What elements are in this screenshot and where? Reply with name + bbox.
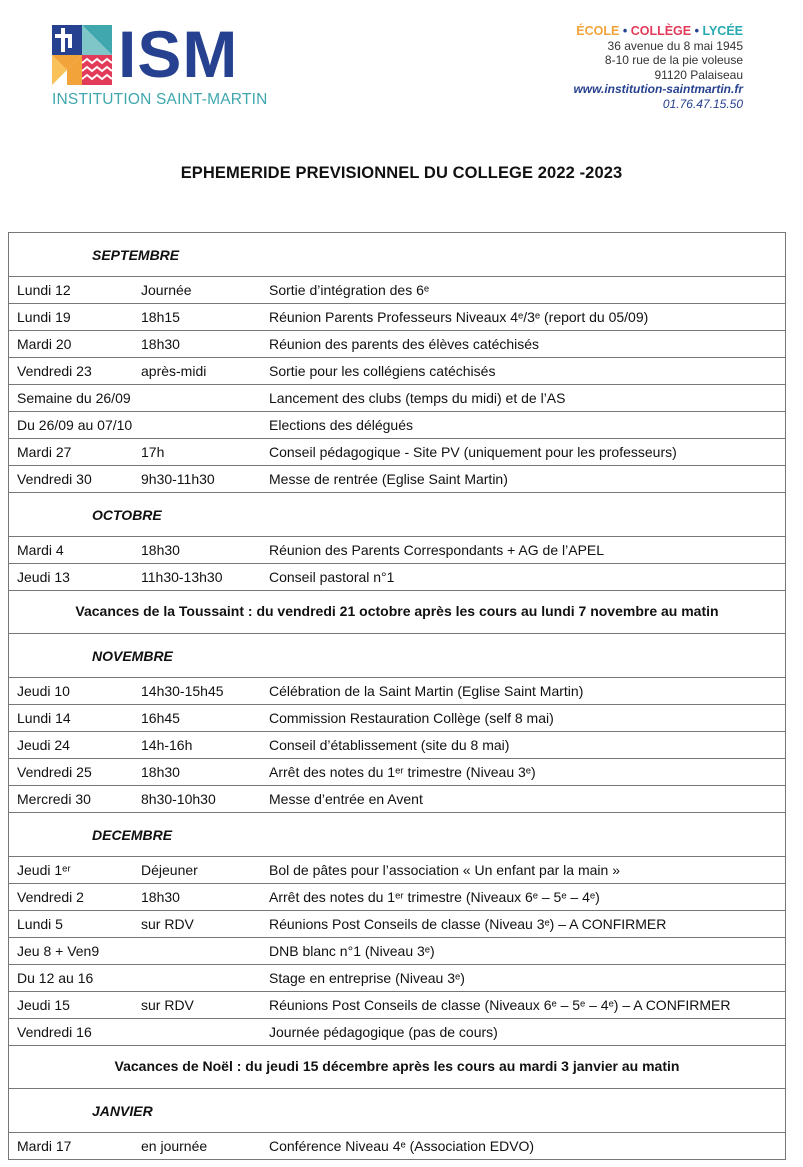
level-lycee: LYCÉE (702, 24, 743, 38)
table-row (9, 992, 785, 1019)
table-row (9, 277, 785, 304)
level-separator: • (622, 24, 628, 38)
logo-wordmark: ISM (118, 17, 239, 91)
month-header-september (9, 233, 785, 277)
row-event: Conseil d’établissement (site du 8 mai) (269, 737, 510, 753)
row-day: Jeudi 24 (17, 737, 70, 753)
row-day: Du 12 au 16 (17, 970, 94, 986)
row-day: Mardi 27 (17, 444, 72, 460)
month-label: JANVIER (92, 1103, 153, 1119)
row-time: 8h30-10h30 (141, 791, 216, 807)
holiday-banner-toussaint (9, 591, 785, 634)
row-event: Conférence Niveau 4ᵉ (Association EDVO) (269, 1138, 535, 1154)
table-row (9, 911, 785, 938)
table-row (9, 678, 785, 705)
row-day: Lundi 12 (17, 282, 71, 298)
row-event: DNB blanc n°1 (Niveau 3ᵉ) (269, 943, 435, 959)
row-time: 18h30 (141, 764, 180, 780)
table-row (9, 385, 785, 412)
holiday-banner-noel (9, 1046, 785, 1089)
table-row (9, 412, 785, 439)
holiday-label: Vacances de Noël : du jeudi 15 décembre après les cours au mardi 3 janvier au matin (114, 1058, 680, 1074)
row-day: Jeudi 15 (17, 997, 70, 1013)
row-event: Sortie pour les collégiens catéchisés (269, 363, 496, 379)
row-event: Messe d’entrée en Avent (269, 791, 423, 807)
row-day: Semaine du 26/09 (17, 390, 131, 406)
row-day: Jeudi 13 (17, 569, 70, 585)
row-event: Célébration de la Saint Martin (Eglise Saint Martin) (269, 683, 584, 699)
row-event: Conseil pastoral n°1 (269, 569, 395, 585)
row-time: 9h30-11h30 (141, 471, 215, 487)
row-time: Déjeuner (141, 862, 198, 878)
table-row (9, 564, 785, 591)
row-event: Stage en entreprise (Niveau 3ᵉ) (269, 970, 465, 986)
table-row (9, 304, 785, 331)
ism-logo (52, 17, 268, 115)
row-day: Mardi 4 (17, 542, 64, 558)
table-row (9, 1019, 785, 1046)
contact-block (573, 24, 743, 111)
row-time: 16h45 (141, 710, 180, 726)
month-header-december (9, 813, 785, 857)
row-event: Conseil pédagogique - Site PV (uniquement pour les professeurs) (269, 444, 677, 460)
table-row (9, 1133, 785, 1159)
row-time: sur RDV (141, 997, 194, 1013)
month-label: SEPTEMBRE (92, 247, 180, 263)
table-row (9, 938, 785, 965)
row-event: Messe de rentrée (Eglise Saint Martin) (269, 471, 508, 487)
row-event: Elections des délégués (269, 417, 413, 433)
row-day: Jeudi 1ᵉʳ (17, 862, 71, 878)
address-line: 36 avenue du 8 mai 1945 (607, 38, 743, 53)
row-event: Commission Restauration Collège (self 8 mai) (269, 710, 554, 726)
row-time: sur RDV (141, 916, 194, 932)
row-event: Journée pédagogique (pas de cours) (269, 1024, 498, 1040)
row-day: Vendredi 16 (17, 1024, 92, 1040)
level-ecole: ÉCOLE (576, 24, 620, 38)
row-event: Réunion Parents Professeurs Niveaux 4ᵉ/3ᵉ (report du 05/09) (269, 309, 649, 325)
row-event: Bol de pâtes pour l’association « Un enfant par la main » (269, 862, 620, 878)
row-day: Vendredi 23 (17, 363, 92, 379)
row-event: Réunion des parents des élèves catéchisés (269, 336, 540, 352)
table-row (9, 884, 785, 911)
level-separator: • (694, 24, 699, 38)
table-row (9, 857, 785, 884)
table-row (9, 786, 785, 813)
row-day: Mardi 20 (17, 336, 72, 352)
row-event: Arrêt des notes du 1ᵉʳ trimestre (Niveau 3ᵉ) (269, 764, 536, 780)
row-day: Lundi 14 (17, 710, 71, 726)
row-event: Lancement des clubs (temps du midi) et de l’AS (269, 390, 566, 406)
row-day: Mercredi 30 (17, 791, 91, 807)
row-day: Vendredi 30 (17, 471, 92, 487)
row-time: 18h30 (141, 336, 180, 352)
table-row (9, 705, 785, 732)
table-row (9, 439, 785, 466)
row-day: Jeudi 10 (17, 683, 70, 699)
logo-subtitle: INSTITUTION SAINT-MARTIN (52, 91, 268, 108)
month-label: DECEMBRE (92, 827, 173, 843)
row-event: Réunions Post Conseils de classe (Niveau 3ᵉ) – A CONFIRMER (269, 916, 667, 932)
row-event: Sortie d’intégration des 6ᵉ (269, 282, 430, 298)
row-time: Journée (141, 282, 192, 298)
row-time: après-midi (141, 363, 207, 379)
table-row (9, 466, 785, 493)
row-time: 11h30-13h30 (141, 569, 223, 585)
table-row (9, 537, 785, 564)
row-time: 18h15 (141, 309, 180, 325)
level-college: COLLÈGE (630, 24, 692, 38)
row-time: en journée (141, 1138, 208, 1154)
table-row (9, 965, 785, 992)
address-line: 8-10 rue de la pie voleuse (604, 53, 743, 67)
row-day: Mardi 17 (17, 1138, 72, 1154)
row-event: Arrêt des notes du 1ᵉʳ trimestre (Niveaux 6ᵉ – 5ᵉ – 4ᵉ) (269, 889, 600, 905)
month-label: OCTOBRE (92, 507, 162, 523)
ism-logo-mark-icon (52, 25, 112, 85)
month-header-november (9, 634, 785, 678)
table-row (9, 732, 785, 759)
month-header-january (9, 1089, 785, 1133)
holiday-label: Vacances de la Toussaint : du vendredi 21 octobre après les cours au lundi 7 novembre au matin (75, 603, 719, 619)
row-day: Vendredi 25 (17, 764, 92, 780)
row-time: 18h30 (141, 542, 180, 558)
table-row (9, 358, 785, 385)
schedule-table (8, 232, 786, 1160)
website-link[interactable]: www.institution-saintmartin.fr (573, 82, 743, 96)
address-line: 91120 Palaiseau (654, 67, 743, 82)
row-time: 14h30-15h45 (141, 683, 224, 699)
row-event: Réunion des Parents Correspondants + AG de l’APEL (269, 542, 605, 558)
row-time: 14h-16h (141, 737, 193, 753)
row-time: 18h30 (141, 889, 180, 905)
row-day: Jeu 8 + Ven9 (17, 943, 100, 959)
row-day: Vendredi 2 (17, 889, 84, 905)
table-row (9, 331, 785, 358)
school-levels (573, 24, 743, 39)
month-header-october (9, 493, 785, 537)
table-row (9, 759, 785, 786)
page-title: EPHEMERIDE PREVISIONNEL DU COLLEGE 2022 -2023 (180, 164, 623, 182)
row-time: 17h (141, 444, 165, 460)
month-label: NOVEMBRE (92, 648, 173, 664)
row-day: Lundi 5 (17, 916, 63, 932)
phone-number: 01.76.47.15.50 (662, 96, 743, 111)
row-day: Lundi 19 (17, 309, 71, 325)
row-day: Du 26/09 au 07/10 (17, 417, 133, 433)
row-event: Réunions Post Conseils de classe (Niveaux 6ᵉ – 5ᵉ – 4ᵉ) – A CONFIRMER (269, 997, 731, 1013)
